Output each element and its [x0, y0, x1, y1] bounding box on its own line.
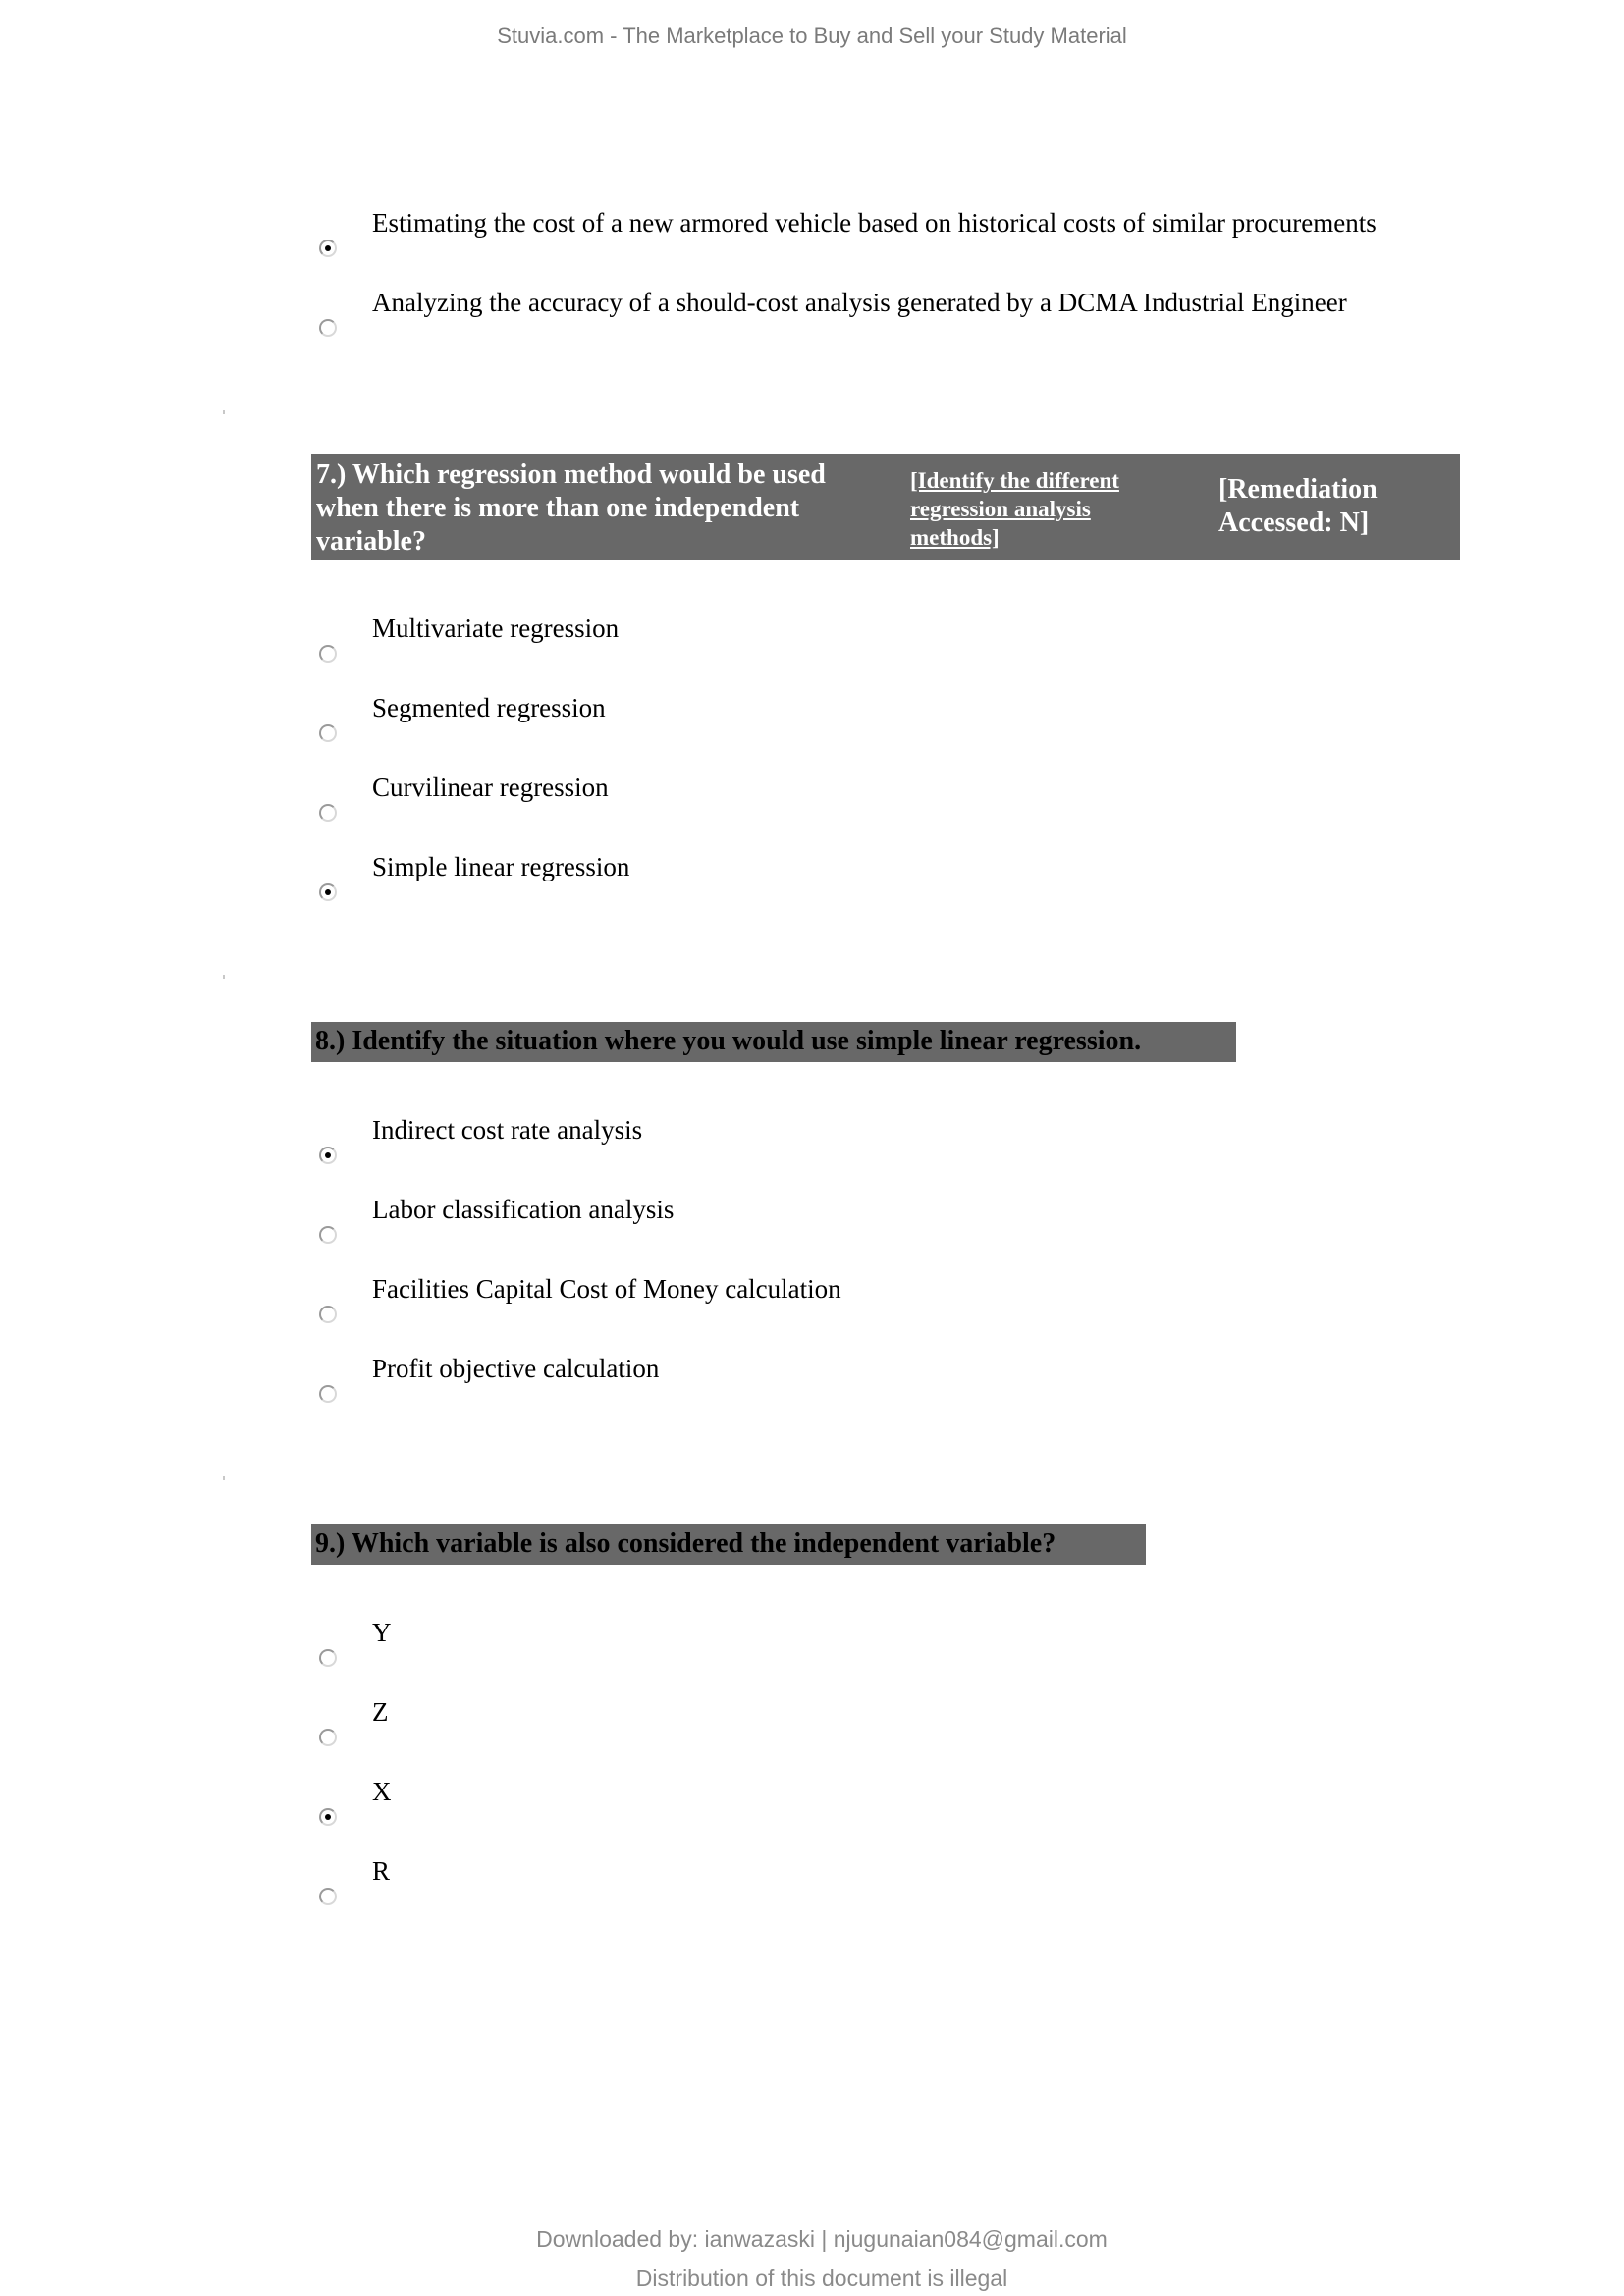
- radio-button[interactable]: [319, 724, 337, 742]
- separator-mark: [223, 1476, 225, 1480]
- answer-option[interactable]: [316, 286, 1445, 345]
- question-text: 9.) Which variable is also considered the independent variable?: [315, 1528, 1056, 1559]
- answer-option-label: Estimating the cost of a new armored vehicle based on historical costs of similar procurements: [372, 208, 1377, 238]
- answer-option[interactable]: [316, 1854, 1445, 1913]
- answer-option-label: Labor classification analysis: [372, 1195, 675, 1224]
- radio-button[interactable]: [319, 645, 337, 663]
- separator-mark: [223, 410, 225, 414]
- answer-option-label: Segmented regression: [372, 693, 606, 722]
- radio-button[interactable]: [319, 883, 337, 901]
- answer-option-label: Indirect cost rate analysis: [372, 1115, 643, 1145]
- radio-button[interactable]: [319, 1306, 337, 1323]
- question-text: 8.) Identify the situation where you would use simple linear regression.: [315, 1026, 1142, 1056]
- answer-option-label: R: [372, 1856, 391, 1886]
- answer-option[interactable]: [316, 612, 1445, 670]
- answer-option[interactable]: [316, 850, 1445, 909]
- answer-option[interactable]: [316, 1775, 1445, 1834]
- answer-option-label: Simple linear regression: [372, 852, 630, 881]
- answer-option[interactable]: [316, 1113, 1445, 1172]
- separator-mark: [223, 975, 225, 979]
- answer-option[interactable]: [316, 1193, 1445, 1252]
- answer-option-label: Z: [372, 1697, 389, 1727]
- radio-button[interactable]: [319, 804, 337, 822]
- radio-button[interactable]: [319, 1226, 337, 1244]
- radio-button[interactable]: [319, 1888, 337, 1905]
- download-info: Downloaded by: ianwazaski | njugunaian084@gmail.com: [536, 2226, 1108, 2252]
- radio-button[interactable]: [319, 1649, 337, 1667]
- site-banner: Stuvia.com - The Marketplace to Buy and Sell your Study Material: [497, 24, 1127, 48]
- answer-option[interactable]: [316, 1616, 1445, 1675]
- answer-option-label: Multivariate regression: [372, 614, 620, 643]
- question-header: [311, 1022, 1236, 1062]
- answer-option[interactable]: [316, 1272, 1445, 1331]
- radio-button[interactable]: [319, 1729, 337, 1746]
- answer-option[interactable]: [316, 1352, 1445, 1411]
- question-header: [311, 454, 1460, 560]
- answer-option[interactable]: [316, 206, 1445, 265]
- remediation-status: [Remediation Accessed: N]: [1218, 474, 1378, 538]
- question-header: [311, 1524, 1146, 1565]
- answer-option[interactable]: [316, 1695, 1445, 1754]
- radio-button[interactable]: [319, 1147, 337, 1164]
- radio-button[interactable]: [319, 319, 337, 337]
- answer-option[interactable]: [316, 691, 1445, 750]
- radio-button[interactable]: [319, 1385, 337, 1403]
- distribution-notice: Distribution of this document is illegal: [635, 2266, 1008, 2291]
- radio-button[interactable]: [319, 240, 337, 257]
- answer-option[interactable]: [316, 771, 1445, 829]
- remediation-link[interactable]: [Identify the different regression analysis methods]: [910, 468, 1119, 550]
- radio-button[interactable]: [319, 1808, 337, 1826]
- answer-option-label: Analyzing the accuracy of a should-cost analysis generated by a DCMA Industrial Engineer: [372, 288, 1347, 317]
- answer-option-label: Y: [372, 1618, 392, 1647]
- answer-option-label: X: [372, 1777, 392, 1806]
- answer-option-label: Profit objective calculation: [372, 1354, 660, 1383]
- question-text: 7.) Which regression method would be used when there is more than one independent variable?: [316, 459, 826, 557]
- answer-option-label: Facilities Capital Cost of Money calculation: [372, 1274, 841, 1304]
- answer-option-label: Curvilinear regression: [372, 773, 609, 802]
